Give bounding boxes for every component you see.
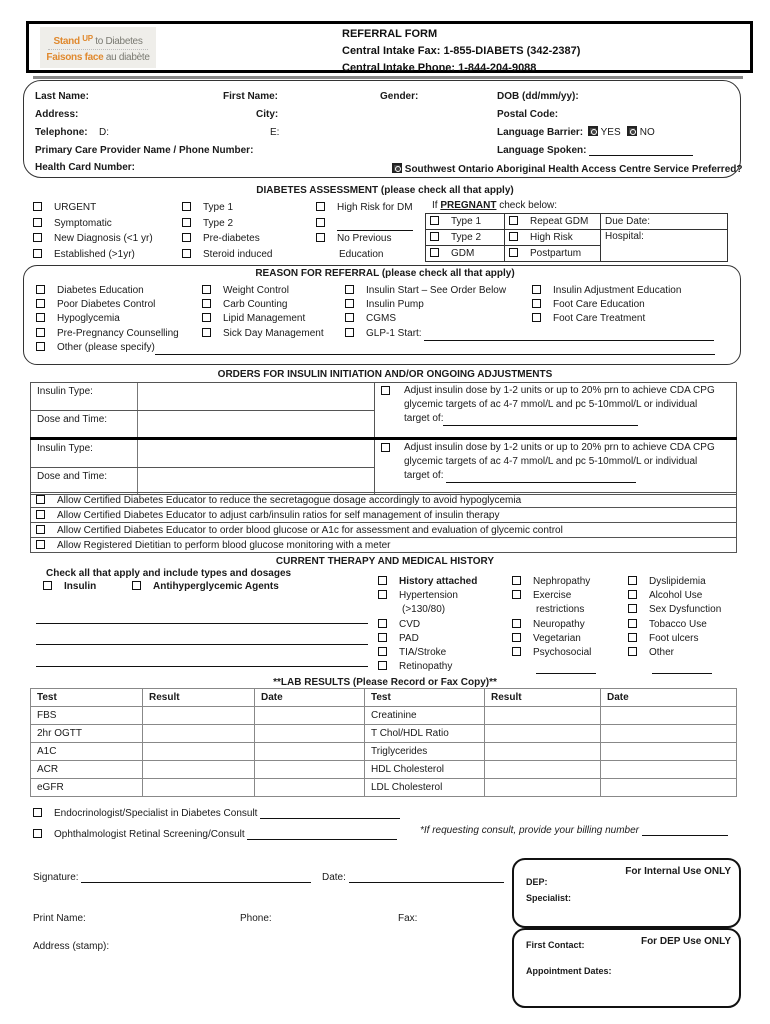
pregnant-high-risk[interactable]: High Risk bbox=[505, 230, 601, 246]
gender-field[interactable]: Gender: bbox=[380, 91, 419, 102]
hospital-field[interactable]: Hospital: bbox=[601, 230, 728, 262]
checkbox-icon[interactable] bbox=[378, 576, 387, 585]
referral-foot-care-treatment[interactable]: Foot Care Treatment bbox=[532, 312, 681, 326]
date-field[interactable]: Date: bbox=[322, 872, 504, 883]
checkbox-icon[interactable] bbox=[512, 619, 521, 628]
assessment-education-label: Education bbox=[339, 248, 384, 260]
checkbox-icon[interactable] bbox=[36, 285, 45, 294]
referral-pre-pregnancy[interactable]: Pre-Pregnancy Counselling bbox=[36, 327, 715, 341]
lab-date-input[interactable] bbox=[601, 761, 737, 779]
therapy-antihyperglycemic[interactable]: Antihyperglycemic Agents bbox=[132, 581, 279, 592]
checkbox-icon[interactable] bbox=[588, 126, 598, 136]
lab-row: 2hr OGTT T Chol/HDL Ratio bbox=[31, 725, 737, 743]
insulin-order-1 bbox=[30, 382, 737, 437]
checkbox-icon[interactable] bbox=[509, 248, 518, 257]
checkbox-icon[interactable] bbox=[33, 249, 42, 258]
adjust-dose-option-1[interactable]: Adjust insulin dose by 1-2 units or up to 20% prn to achieve CDA CPG glycemic targets of ac 4-7 mmol/L and pc 5-10mmol/L or individual target of: bbox=[374, 383, 736, 437]
checkbox-icon[interactable] bbox=[512, 590, 521, 599]
telephone-evening-field[interactable]: E: bbox=[270, 127, 280, 138]
allow-secretagogue[interactable]: Allow Certified Diabetes Educator to reduce the secretagogue dosage accordingly to avoid hypoglycemia bbox=[31, 493, 737, 508]
lab-result-input[interactable] bbox=[143, 761, 255, 779]
checkbox-icon[interactable] bbox=[33, 218, 42, 227]
history-attached[interactable]: History attached bbox=[378, 575, 477, 589]
pregnant-label: If PREGNANT check below: bbox=[432, 200, 558, 211]
assessment-col1 bbox=[33, 200, 153, 262]
lab-date-input[interactable] bbox=[255, 725, 365, 743]
history-neuropathy[interactable]: Neuropathy bbox=[512, 618, 596, 632]
checkbox-icon[interactable] bbox=[202, 285, 211, 294]
checkbox-icon[interactable] bbox=[378, 661, 387, 670]
language-barrier-label: Language Barrier: bbox=[497, 127, 584, 138]
checkbox-icon[interactable] bbox=[378, 590, 387, 599]
specialist-field: Specialist: bbox=[526, 893, 572, 903]
lab-date-input[interactable] bbox=[601, 725, 737, 743]
referral-hypoglycemia[interactable]: Hypoglycemia bbox=[36, 312, 715, 326]
checkbox-icon[interactable] bbox=[43, 581, 52, 590]
insulin-type-label: Insulin Type: bbox=[31, 383, 138, 410]
checkbox-icon[interactable] bbox=[36, 342, 45, 351]
checkbox-icon[interactable] bbox=[182, 233, 191, 242]
first-contact-field: First Contact: bbox=[526, 940, 585, 950]
checkbox-icon[interactable] bbox=[381, 386, 390, 395]
therapy-line-3[interactable] bbox=[36, 666, 368, 667]
allow-dietitian-monitoring[interactable]: Allow Registered Dietitian to perform blood glucose monitoring with a meter bbox=[31, 538, 737, 553]
checkbox-icon[interactable] bbox=[512, 647, 521, 656]
print-name-field[interactable]: Print Name: bbox=[33, 913, 86, 924]
checkbox-icon[interactable] bbox=[509, 216, 518, 225]
checkbox-icon[interactable] bbox=[202, 299, 211, 308]
lab-row: ACR HDL Cholesterol bbox=[31, 761, 737, 779]
lab-date-input[interactable] bbox=[601, 707, 737, 725]
checkbox-icon[interactable] bbox=[33, 829, 42, 838]
referral-insulin-adjustment[interactable]: Insulin Adjustment Education bbox=[532, 284, 681, 298]
health-card-field[interactable]: Health Card Number: bbox=[35, 162, 136, 173]
checkbox-icon[interactable] bbox=[430, 248, 439, 257]
consult-ophthalmologist[interactable]: Ophthalmologist Retinal Screening/Consult bbox=[33, 829, 397, 840]
checkbox-icon[interactable] bbox=[628, 619, 637, 628]
history-tia-stroke[interactable]: TIA/Stroke bbox=[378, 646, 477, 660]
intake-fax: Central Intake Fax: 1-855-DIABETS (342-2387) bbox=[342, 45, 581, 57]
language-barrier-no[interactable]: NO bbox=[627, 126, 655, 138]
checkbox-icon[interactable] bbox=[509, 232, 518, 241]
history-exercise-restrictions[interactable]: Exercise bbox=[512, 589, 596, 603]
assessment-col3 bbox=[316, 200, 413, 262]
history-cvd[interactable]: CVD bbox=[378, 618, 477, 632]
lab-result-input[interactable] bbox=[485, 743, 601, 761]
lab-title: **LAB RESULTS (Please Record or Fax Copy)** bbox=[273, 677, 497, 688]
history-col2: Nephropathy Exercise restrictions Neuropathy Vegetarian Psychosocial bbox=[512, 575, 596, 674]
pregnant-gdm[interactable]: GDM bbox=[426, 246, 505, 262]
checkbox-icon[interactable] bbox=[627, 126, 637, 136]
diabetes-assessment-title: DIABETES ASSESSMENT (please check all that apply) bbox=[256, 185, 514, 196]
checkbox-icon[interactable] bbox=[378, 633, 387, 642]
checkbox-icon[interactable] bbox=[512, 576, 521, 585]
assessment-type1[interactable]: Type 1 bbox=[182, 200, 273, 216]
dose-time-input-1[interactable] bbox=[138, 411, 374, 438]
checkbox-icon[interactable] bbox=[36, 495, 45, 504]
dob-field[interactable]: DOB (dd/mm/yy): bbox=[497, 91, 579, 102]
allow-options-table bbox=[30, 492, 737, 553]
checkbox-icon[interactable] bbox=[628, 647, 637, 656]
referral-insulin-start[interactable]: Insulin Start – See Order Below bbox=[345, 284, 714, 298]
appointment-dates-field: Appointment Dates: bbox=[526, 966, 612, 976]
referral-cgms[interactable]: CGMS bbox=[345, 312, 714, 326]
checkbox-icon[interactable] bbox=[345, 328, 354, 337]
assessment-new-diagnosis[interactable]: New Diagnosis (<1 yr) bbox=[33, 231, 153, 247]
primary-care-field[interactable]: Primary Care Provider Name / Phone Number: bbox=[35, 145, 254, 156]
assessment-type2[interactable]: Type 2 bbox=[182, 216, 273, 232]
checkbox-icon[interactable] bbox=[182, 202, 191, 211]
history-col3 bbox=[628, 575, 721, 674]
internal-use-heading: For Internal Use ONLY bbox=[625, 866, 731, 877]
intake-phone: Central Intake Phone: 1-844-204-9088 bbox=[342, 62, 537, 74]
checkbox-icon[interactable] bbox=[132, 581, 141, 590]
lab-date-input[interactable] bbox=[255, 779, 365, 797]
lab-date-input[interactable] bbox=[601, 779, 737, 797]
history-hypertension[interactable]: Hypertension bbox=[378, 589, 477, 603]
checkbox-icon[interactable] bbox=[392, 163, 402, 173]
checkbox-icon[interactable] bbox=[378, 647, 387, 656]
referral-weight-control[interactable]: Weight Control bbox=[202, 284, 324, 298]
referral-sick-day[interactable]: Sick Day Management bbox=[202, 327, 324, 341]
checkbox-icon[interactable] bbox=[316, 233, 325, 242]
lab-result-input[interactable] bbox=[143, 743, 255, 761]
adjust-dose-option-2[interactable]: Adjust insulin dose by 1-2 units or up to 20% prn to achieve CDA CPG glycemic targets of ac 4-7 mmol/L and pc 5-10mmol/L or individual target of: bbox=[374, 440, 736, 494]
checkbox-icon[interactable] bbox=[628, 604, 637, 613]
assessment-symptomatic[interactable]: Symptomatic bbox=[33, 216, 153, 232]
history-sex-dysfunction[interactable]: Sex Dysfunction bbox=[628, 603, 721, 617]
pregnant-type2[interactable]: Type 2 bbox=[426, 230, 505, 246]
insulin-type-input-2[interactable] bbox=[138, 440, 374, 467]
checkbox-icon[interactable] bbox=[430, 216, 439, 225]
lab-result-input[interactable] bbox=[143, 707, 255, 725]
assessment-blank[interactable] bbox=[316, 216, 413, 232]
lab-result-input[interactable] bbox=[485, 761, 601, 779]
checkbox-icon[interactable] bbox=[628, 633, 637, 642]
checkbox-icon[interactable] bbox=[202, 313, 211, 322]
due-date-field[interactable]: Due Date: bbox=[601, 214, 728, 230]
title-block bbox=[342, 26, 580, 77]
language-spoken-field[interactable]: Language Spoken: bbox=[497, 145, 693, 156]
history-pad[interactable]: PAD bbox=[378, 632, 477, 646]
lab-row: A1C Triglycerides bbox=[31, 743, 737, 761]
history-tobacco-use[interactable]: Tobacco Use bbox=[628, 618, 721, 632]
dose-time-input-2[interactable] bbox=[138, 468, 374, 495]
checkbox-icon[interactable] bbox=[628, 590, 637, 599]
therapy-insulin[interactable]: Insulin bbox=[43, 581, 96, 592]
dep-use-heading: For DEP Use ONLY bbox=[640, 936, 731, 947]
pregnant-table bbox=[425, 213, 728, 262]
checkbox-icon[interactable] bbox=[345, 313, 354, 322]
phone-field[interactable]: Phone: bbox=[240, 913, 272, 924]
checkbox-icon[interactable] bbox=[36, 313, 45, 322]
lab-date-input[interactable] bbox=[601, 743, 737, 761]
allow-carb-ratios[interactable]: Allow Certified Diabetes Educator to adjust carb/insulin ratios for self management of insulin therapy bbox=[31, 508, 737, 523]
referral-foot-care-education[interactable]: Foot Care Education bbox=[532, 298, 681, 312]
checkbox-icon[interactable] bbox=[202, 328, 211, 337]
insulin-order-2 bbox=[30, 440, 737, 495]
pregnant-postpartum[interactable]: Postpartum bbox=[505, 246, 601, 262]
therapy-line-2[interactable] bbox=[36, 644, 368, 645]
referral-insulin-pump[interactable]: Insulin Pump bbox=[345, 298, 714, 312]
referral-lipid-management[interactable]: Lipid Management bbox=[202, 312, 324, 326]
history-nephropathy[interactable]: Nephropathy bbox=[512, 575, 596, 589]
lab-result-input[interactable] bbox=[485, 779, 601, 797]
checkbox-icon[interactable] bbox=[33, 202, 42, 211]
lab-result-input[interactable] bbox=[143, 779, 255, 797]
referral-col4 bbox=[532, 284, 681, 327]
dose-time-label: Dose and Time: bbox=[31, 411, 138, 438]
billing-number-field[interactable]: *If requesting consult, provide your billing number bbox=[420, 825, 728, 836]
assessment-high-risk[interactable]: High Risk for DM bbox=[316, 200, 413, 216]
referral-glp1-start[interactable]: GLP-1 Start: bbox=[345, 327, 714, 341]
consult-endocrinologist[interactable]: Endocrinologist/Specialist in Diabetes Consult bbox=[33, 808, 400, 819]
checkbox-icon[interactable] bbox=[316, 202, 325, 211]
aboriginal-service-option[interactable]: Southwest Ontario Aboriginal Health Access Centre Service Preferred? bbox=[392, 163, 742, 175]
history-dyslipidemia[interactable]: Dyslipidemia bbox=[628, 575, 721, 589]
assessment-prediabetes[interactable]: Pre-diabetes bbox=[182, 231, 273, 247]
history-alcohol-use[interactable]: Alcohol Use bbox=[628, 589, 721, 603]
referral-diabetes-education[interactable]: Diabetes Education bbox=[36, 284, 715, 298]
therapy-line-1[interactable] bbox=[36, 623, 368, 624]
lab-date-input[interactable] bbox=[255, 761, 365, 779]
checkbox-icon[interactable] bbox=[345, 299, 354, 308]
checkbox-icon[interactable] bbox=[345, 285, 354, 294]
referral-other[interactable]: Other (please specify) bbox=[36, 341, 715, 355]
referral-title: REASON FOR REFERRAL (please check all that apply) bbox=[255, 268, 515, 279]
assessment-urgent[interactable]: URGENT bbox=[33, 200, 153, 216]
therapy-title: CURRENT THERAPY AND MEDICAL HISTORY bbox=[275, 556, 495, 567]
lab-result-input[interactable] bbox=[143, 725, 255, 743]
lab-date-input[interactable] bbox=[255, 707, 365, 725]
checkbox-icon[interactable] bbox=[36, 510, 45, 519]
referral-poor-control[interactable]: Poor Diabetes Control bbox=[36, 298, 715, 312]
city-field[interactable]: City: bbox=[256, 109, 279, 120]
allow-order-glucose[interactable]: Allow Certified Diabetes Educator to order blood glucose or A1c for assessment and evaluation of glycemic control bbox=[31, 523, 737, 538]
checkbox-icon[interactable] bbox=[36, 525, 45, 534]
lab-result-input[interactable] bbox=[485, 707, 601, 725]
history-other-line[interactable] bbox=[536, 664, 596, 674]
lab-results-table: Test Result Date Test Result Date FBS Creatinine 2hr OGTT T Chol/HDL Ratio A1C Triglycerides ACR HDL Cholesterol eGFR LDL Cholesterol bbox=[30, 688, 737, 797]
checkbox-icon[interactable] bbox=[33, 233, 42, 242]
address-field[interactable]: Address: bbox=[35, 109, 79, 120]
checkbox-icon[interactable] bbox=[36, 299, 45, 308]
assessment-established[interactable]: Established (>1yr) bbox=[33, 247, 153, 263]
first-name-field[interactable]: First Name: bbox=[223, 91, 279, 102]
checkbox-icon[interactable] bbox=[36, 540, 45, 549]
history-retinopathy[interactable]: Retinopathy bbox=[378, 660, 477, 674]
address-stamp-field[interactable]: Address (stamp): bbox=[33, 941, 110, 952]
referral-carb-counting[interactable]: Carb Counting bbox=[202, 298, 324, 312]
checkbox-icon[interactable] bbox=[628, 576, 637, 585]
checkbox-icon[interactable] bbox=[512, 633, 521, 642]
history-other-line[interactable] bbox=[652, 664, 712, 674]
checkbox-icon[interactable] bbox=[430, 232, 439, 241]
checkbox-icon[interactable] bbox=[378, 619, 387, 628]
assessment-steroid-induced[interactable]: Steroid induced bbox=[182, 247, 273, 263]
telephone-label: Telephone: bbox=[35, 127, 88, 138]
checkbox-icon[interactable] bbox=[182, 218, 191, 227]
therapy-subtitle: Check all that apply and include types and dosages bbox=[46, 568, 292, 579]
history-other[interactable]: Other bbox=[628, 646, 721, 660]
checkbox-icon[interactable] bbox=[381, 443, 390, 452]
checkbox-icon[interactable] bbox=[316, 218, 325, 227]
postal-code-field[interactable]: Postal Code: bbox=[497, 109, 559, 120]
signature-field[interactable]: Signature: bbox=[33, 872, 311, 883]
history-psychosocial[interactable]: Psychosocial bbox=[512, 646, 596, 660]
assessment-no-previous-education[interactable]: No Previous bbox=[316, 231, 413, 247]
divider bbox=[33, 76, 743, 79]
insulin-orders bbox=[30, 382, 737, 495]
lab-row: FBS Creatinine bbox=[31, 707, 737, 725]
dep-use-box bbox=[512, 928, 741, 1008]
history-vegetarian[interactable]: Vegetarian bbox=[512, 632, 596, 646]
pregnant-type1[interactable]: Type 1 bbox=[426, 214, 505, 230]
referral-col2 bbox=[202, 284, 324, 341]
history-col1: History attached Hypertension (>130/80) CVD PAD TIA/Stroke Retinopathy bbox=[378, 575, 477, 674]
logo: Stand $^{UP}$ to Diabetes Faisons face au diabète bbox=[40, 27, 156, 68]
internal-use-box bbox=[512, 858, 741, 928]
lab-row: eGFR LDL Cholesterol bbox=[31, 779, 737, 797]
lab-result-input[interactable] bbox=[485, 725, 601, 743]
telephone-day-field[interactable]: D: bbox=[99, 127, 109, 138]
checkbox-icon[interactable] bbox=[532, 313, 541, 322]
checkbox-icon[interactable] bbox=[532, 285, 541, 294]
history-foot-ulcers[interactable]: Foot ulcers bbox=[628, 632, 721, 646]
form-title: REFERRAL FORM bbox=[342, 28, 438, 40]
fax-field[interactable]: Fax: bbox=[398, 913, 418, 924]
assessment-col2 bbox=[182, 200, 273, 262]
checkbox-icon[interactable] bbox=[532, 299, 541, 308]
checkbox-icon[interactable] bbox=[36, 328, 45, 337]
language-barrier-yes[interactable]: YES bbox=[588, 126, 621, 138]
lab-date-input[interactable] bbox=[255, 743, 365, 761]
checkbox-icon[interactable] bbox=[33, 808, 42, 817]
checkbox-icon[interactable] bbox=[182, 249, 191, 258]
pregnant-repeat-gdm[interactable]: Repeat GDM bbox=[505, 214, 601, 230]
insulin-type-label: Insulin Type: bbox=[31, 440, 138, 467]
orders-title: ORDERS FOR INSULIN INITIATION AND/OR ONGOING ADJUSTMENTS bbox=[217, 369, 553, 380]
last-name-field[interactable]: Last Name: bbox=[35, 91, 89, 102]
dep-field: DEP: bbox=[526, 877, 548, 887]
dose-time-label: Dose and Time: bbox=[31, 468, 138, 495]
insulin-type-input-1[interactable] bbox=[138, 383, 374, 410]
